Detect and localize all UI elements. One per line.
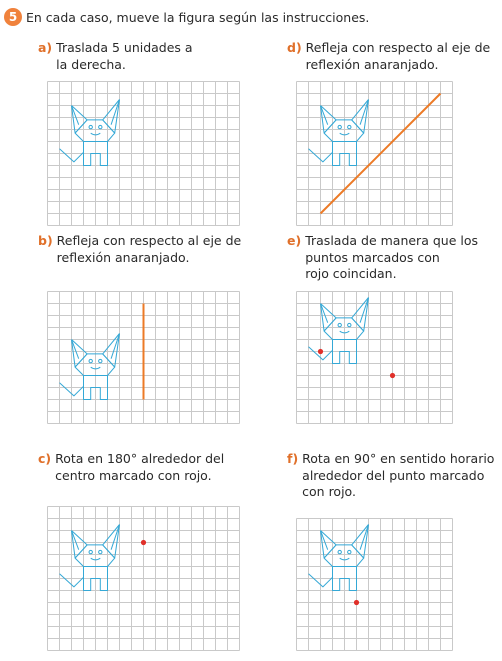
task-b xyxy=(38,233,241,266)
grid-e xyxy=(296,291,452,423)
figure-shape xyxy=(60,100,120,166)
grid-b xyxy=(47,291,239,423)
figure-shape xyxy=(309,100,369,166)
grid-lines xyxy=(48,507,240,651)
figure-shape xyxy=(309,525,369,591)
task-d xyxy=(287,40,490,73)
task-e-letter: e) xyxy=(287,233,302,248)
task-c-text: Rota en 180° alrededor del centro marcado con rojo. xyxy=(55,451,225,483)
exercise-number-badge: 5 xyxy=(4,8,22,26)
task-a-letter: a) xyxy=(38,40,53,55)
task-c xyxy=(38,451,224,484)
task-b-text: Refleja con respecto al eje de reflexión anaranjado. xyxy=(56,233,242,265)
exercise-instruction: En cada caso, mueve la figura según las instrucciones. xyxy=(26,10,370,25)
task-d-letter: d) xyxy=(287,40,302,55)
task-e-text: Traslada de manera que los puntos marcados con rojo coincidan. xyxy=(305,233,478,281)
task-a-text: Traslada 5 unidades a la derecha. xyxy=(56,40,193,72)
task-e xyxy=(287,233,478,283)
figure-shape xyxy=(60,525,120,591)
grid-lines xyxy=(297,82,453,226)
figure-shape xyxy=(60,334,120,400)
task-c-letter: c) xyxy=(38,451,52,466)
task-b-letter: b) xyxy=(38,233,53,248)
grid-a xyxy=(47,81,239,225)
task-d-text: Refleja con respecto al eje de reflexión anaranjado. xyxy=(305,40,491,72)
grid-d xyxy=(296,81,452,225)
grid-c xyxy=(47,506,239,650)
rotation-center-marker xyxy=(141,540,146,545)
figure-marker-point xyxy=(318,349,323,354)
task-f-letter: f) xyxy=(287,451,299,466)
task-f xyxy=(287,451,494,501)
task-a xyxy=(38,40,193,73)
grid-lines xyxy=(48,82,240,226)
figure-shape xyxy=(309,298,369,364)
task-f-text: Rota en 90° en sentido horario alrededor del punto marcado con rojo. xyxy=(302,451,495,499)
rotation-point-marker xyxy=(354,600,359,605)
grid-f xyxy=(296,518,452,650)
target-marker-point xyxy=(390,373,395,378)
